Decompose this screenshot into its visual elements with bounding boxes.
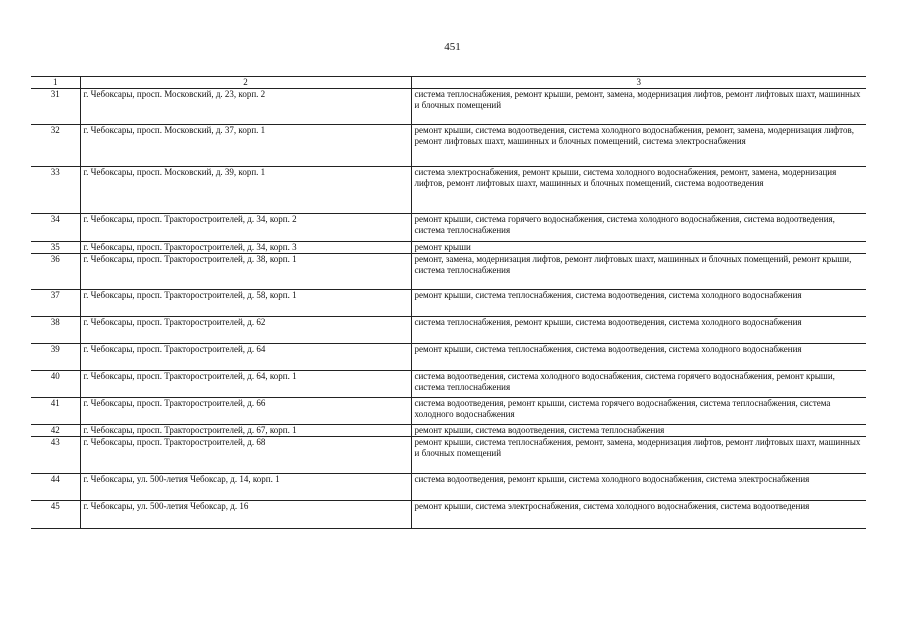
row-number: 39	[31, 344, 80, 371]
table-row	[31, 167, 866, 214]
row-address: г. Чебоксары, просп. Тракторостроителей, д. 34, корп. 3	[80, 242, 411, 254]
row-number: 34	[31, 214, 80, 242]
row-works: система водоотведения, ремонт крыши, система холодного водоснабжения, система электроснабжения	[411, 474, 866, 501]
row-works: ремонт крыши, система водоотведения, система холодного водоснабжения, ремонт, замена, модернизация лифтов, ремонт лифтовых шахт, машинных и блочных помещений, система электроснабжения	[411, 125, 866, 167]
row-works: система теплоснабжения, ремонт крыши, система водоотведения, система холодного водоснабжения	[411, 317, 866, 344]
row-address: г. Чебоксары, просп. Московский, д. 23, корп. 2	[80, 89, 411, 125]
table-row	[31, 317, 866, 344]
row-address: г. Чебоксары, просп. Тракторостроителей, д. 38, корп. 1	[80, 254, 411, 290]
row-address: г. Чебоксары, ул. 500-летия Чебоксар, д. 16	[80, 501, 411, 529]
row-address: г. Чебоксары, просп. Московский, д. 39, корп. 1	[80, 167, 411, 214]
page-number: 451	[444, 41, 461, 53]
row-works: система теплоснабжения, ремонт крыши, ремонт, замена, модернизация лифтов, ремонт лифтовых шахт, машинных и блочных помещений	[411, 89, 866, 125]
row-address: г. Чебоксары, ул. 500-летия Чебоксар, д. 14, корп. 1	[80, 474, 411, 501]
row-number: 41	[31, 398, 80, 425]
row-number: 40	[31, 371, 80, 398]
row-address: г. Чебоксары, просп. Тракторостроителей, д. 67, корп. 1	[80, 425, 411, 437]
row-number: 43	[31, 437, 80, 474]
row-number: 38	[31, 317, 80, 344]
row-address: г. Чебоксары, просп. Московский, д. 37, корп. 1	[80, 125, 411, 167]
column-header-works: 3	[411, 77, 866, 89]
repair-table	[31, 76, 866, 529]
table-row	[31, 290, 866, 317]
table-row	[31, 344, 866, 371]
table-header-row	[31, 77, 866, 89]
table-row	[31, 425, 866, 437]
row-address: г. Чебоксары, просп. Тракторостроителей, д. 64, корп. 1	[80, 371, 411, 398]
row-number: 35	[31, 242, 80, 254]
row-address: г. Чебоксары, просп. Тракторостроителей, д. 58, корп. 1	[80, 290, 411, 317]
table-row	[31, 437, 866, 474]
row-works: ремонт крыши	[411, 242, 866, 254]
row-works: система электроснабжения, ремонт крыши, система холодного водоснабжения, ремонт, замена, модернизация лифтов, ремонт лифтовых шахт, машинных и блочных помещений, система водоотведения	[411, 167, 866, 214]
row-works: ремонт крыши, система теплоснабжения, система водоотведения, система холодного водоснабжения	[411, 290, 866, 317]
row-works: ремонт крыши, система горячего водоснабжения, система холодного водоснабжения, система водоотведения, система теплоснабжения	[411, 214, 866, 242]
table-row	[31, 398, 866, 425]
row-address: г. Чебоксары, просп. Тракторостроителей, д. 34, корп. 2	[80, 214, 411, 242]
row-number: 37	[31, 290, 80, 317]
row-works: ремонт, замена, модернизация лифтов, ремонт лифтовых шахт, машинных и блочных помещений, ремонт крыши, система теплоснабжения	[411, 254, 866, 290]
row-number: 36	[31, 254, 80, 290]
row-number: 44	[31, 474, 80, 501]
row-works: ремонт крыши, система электроснабжения, система холодного водоснабжения, система водоотведения	[411, 501, 866, 529]
row-works: система водоотведения, ремонт крыши, система горячего водоснабжения, система теплоснабжения, система холодного водоснабжения	[411, 398, 866, 425]
row-works: система водоотведения, система холодного водоснабжения, система горячего водоснабжения, ремонт крыши, система теплоснабжения	[411, 371, 866, 398]
row-address: г. Чебоксары, просп. Тракторостроителей, д. 64	[80, 344, 411, 371]
table-row	[31, 89, 866, 125]
column-header-address: 2	[80, 77, 411, 89]
row-works: ремонт крыши, система водоотведения, система теплоснабжения	[411, 425, 866, 437]
row-number: 45	[31, 501, 80, 529]
column-header-number: 1	[31, 77, 80, 89]
table-row	[31, 254, 866, 290]
row-address: г. Чебоксары, просп. Тракторостроителей, д. 66	[80, 398, 411, 425]
table-row	[31, 474, 866, 501]
row-address: г. Чебоксары, просп. Тракторостроителей, д. 68	[80, 437, 411, 474]
table-row	[31, 501, 866, 529]
table-row	[31, 242, 866, 254]
row-address: г. Чебоксары, просп. Тракторостроителей, д. 62	[80, 317, 411, 344]
row-number: 32	[31, 125, 80, 167]
table-row	[31, 125, 866, 167]
table-row	[31, 214, 866, 242]
row-number: 42	[31, 425, 80, 437]
row-number: 31	[31, 89, 80, 125]
table-row	[31, 371, 866, 398]
row-works: ремонт крыши, система теплоснабжения, ремонт, замена, модернизация лифтов, ремонт лифтовых шахт, машинных и блочных помещений	[411, 437, 866, 474]
row-works: ремонт крыши, система теплоснабжения, система водоотведения, система холодного водоснабжения	[411, 344, 866, 371]
row-number: 33	[31, 167, 80, 214]
